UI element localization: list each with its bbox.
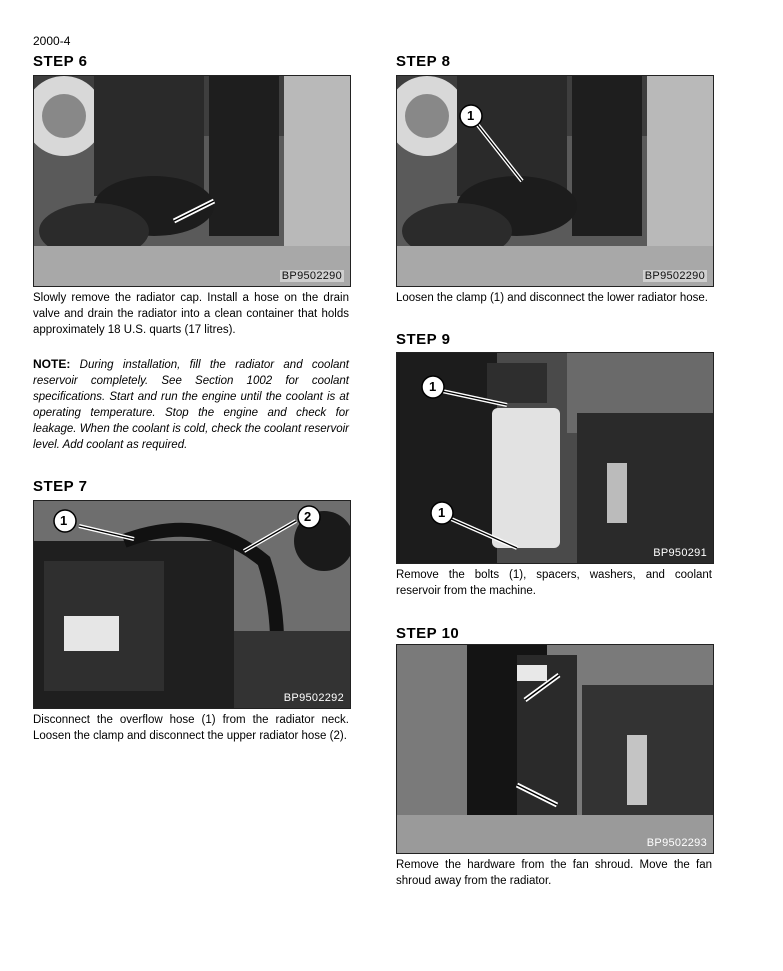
step-7-image-code: BP9502292 (283, 692, 344, 704)
step-10-image-code: BP9502293 (646, 837, 707, 849)
callout-2: 2 (304, 509, 312, 524)
step-7-title: STEP 7 (33, 478, 88, 495)
overflow-hose-image (34, 501, 350, 708)
step-8-image-code: BP9502290 (644, 270, 705, 282)
step-10-photo (396, 644, 714, 854)
step-6-photo (33, 75, 351, 287)
lower-hose-image (397, 76, 713, 286)
callout-1: 1 (467, 108, 475, 123)
step-8-text: Loosen the clamp (1) and disconnect the lower radiator hose. (396, 292, 708, 304)
page-number: 2000-4 (33, 34, 71, 48)
note-label: NOTE: (33, 357, 71, 371)
callout-1a: 1 (429, 379, 437, 394)
radiator-drain-image (34, 76, 350, 286)
step-9-photo (396, 352, 714, 564)
callout-1b: 1 (438, 505, 446, 520)
callout-1: 1 (60, 513, 68, 528)
step-9-image-code: BP950291 (653, 547, 707, 559)
step-8-title: STEP 8 (396, 53, 451, 70)
step-10-title: STEP 10 (396, 625, 460, 642)
step-6-title: STEP 6 (33, 53, 88, 70)
step-6-image-code: BP9502290 (281, 270, 342, 282)
step-9-title: STEP 9 (396, 331, 451, 348)
step-7-text: Disconnect the overflow hose (1) from the radiator neck. Loosen the clamp and disconnect the upper radiator hose (2). (33, 714, 349, 742)
step-6-text: Slowly remove the radiator cap. Install a hose on the drain valve and drain the radiator into a clean container that holds approximately 18 U.S. quarts (17 litres). (33, 292, 349, 336)
step-7-photo (33, 500, 351, 709)
note-block (33, 356, 349, 453)
coolant-reservoir-image (397, 353, 713, 563)
step-8-photo (396, 75, 714, 287)
step-9-text: Remove the bolts (1), spacers, washers, and coolant reservoir from the machine. (396, 569, 712, 597)
note-text: During installation, fill the radiator and coolant reservoir completely. See Section 1002 for coolant specifications. Start and run the engine until the coolant is at operating temperature. Stop the engine and check for leakage. When the coolant is cold, check the coolant reservoir level. Add coolant as required. (33, 359, 349, 451)
step-10-text: Remove the hardware from the fan shroud. Move the fan shroud away from the radiator. (396, 859, 712, 887)
fan-shroud-image (397, 645, 713, 853)
